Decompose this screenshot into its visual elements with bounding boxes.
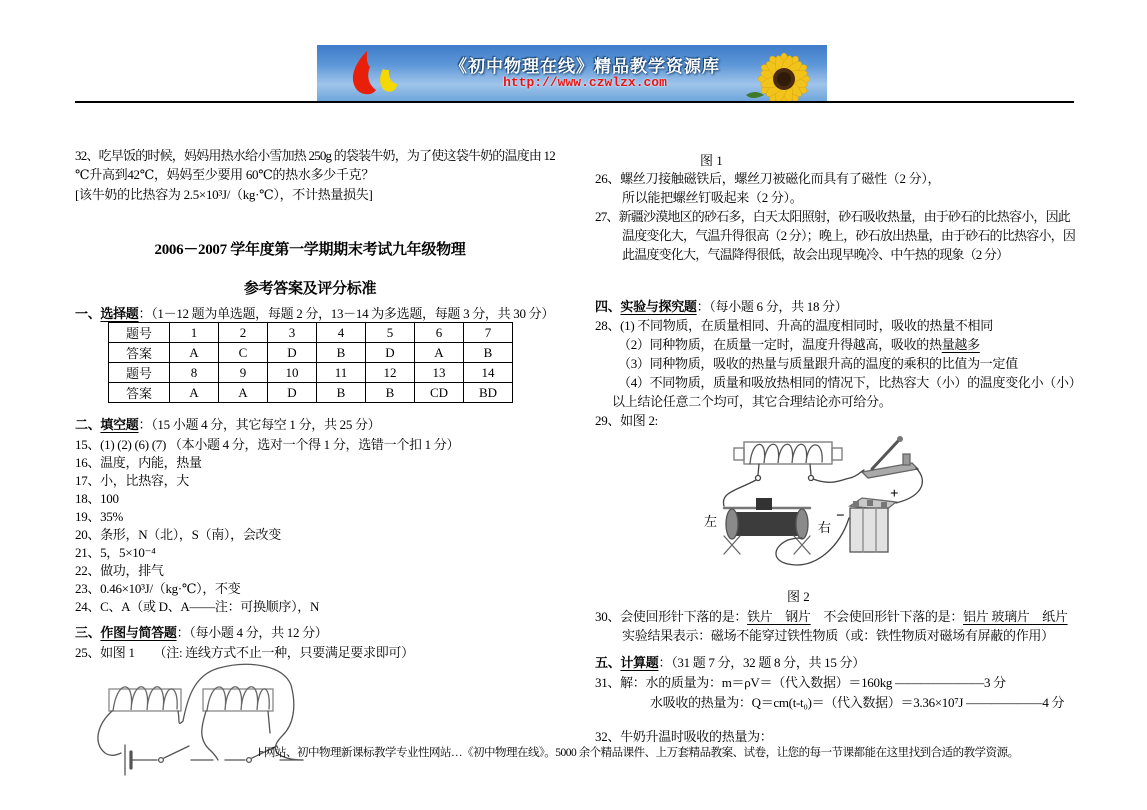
section-2-desc: ：（15 小题 4 分，其它每空 1 分，共 25 分） bbox=[138, 417, 381, 432]
battery-pack bbox=[850, 498, 896, 552]
coil-left bbox=[109, 687, 181, 711]
answer-item-31-line2: 水吸收的热量为：Q＝cm(t-t₀)＝（代入数据）＝3.36×10⁷J ——————4 分 bbox=[650, 695, 1065, 710]
answer-item-30-line2: 实验结果表示：磁场不能穿过铁性物质（或：铁性物质对磁场有屏蔽的作用） bbox=[622, 628, 1054, 643]
wire bbox=[98, 711, 121, 755]
solenoid-coil bbox=[734, 442, 842, 481]
rheostat-left-label: 左 bbox=[704, 514, 718, 529]
rheostat bbox=[724, 498, 810, 554]
page-title: 2006－2007 学年度第一学期期末考试九年级物理 bbox=[154, 242, 466, 258]
knife-switch bbox=[862, 436, 918, 478]
question-32-line3: [该牛奶的比热容为 2.5×10³J/（kg·℃），不计热量损失] bbox=[75, 187, 373, 202]
item-30-prefix: 30、会使回形针下落的是： bbox=[595, 609, 748, 624]
coil-right bbox=[203, 687, 273, 711]
item-28-line2-underlined: 量越多 bbox=[941, 337, 980, 352]
site-logo-flame-icon bbox=[339, 45, 409, 101]
section-1-desc: ：（1－12 题为单选题，每题 2 分，13－14 为多选题，每题 3 分，共 30 分） bbox=[138, 306, 555, 321]
section-1-name: 选择题 bbox=[100, 306, 139, 321]
section-3-number: 三、 bbox=[75, 625, 101, 640]
section-5-desc: ：（31 题 7 分，32 题 8 分，共 15 分） bbox=[658, 655, 865, 670]
section-3-desc: ：（每小题 4 分，共 12 分） bbox=[176, 625, 328, 640]
section-4-desc: ：（每小题 6 分，共 18 分） bbox=[696, 299, 848, 314]
item-30-answer-2: 铝片 玻璃片 纸片 bbox=[963, 609, 1068, 624]
switch-1 bbox=[159, 746, 213, 762]
answer-item-32: 32、牛奶升温时吸收的热量为： bbox=[595, 729, 773, 744]
question-32-line2: ℃升高到42℃，妈妈至少要用 60℃的热水多少千克？ bbox=[75, 167, 375, 182]
table-row: 答案 A A D B B CD BD bbox=[109, 383, 513, 403]
section-3-name: 作图与简答题 bbox=[100, 625, 177, 640]
wire bbox=[268, 711, 270, 733]
item-30-answer-1: 铁片 钢片 bbox=[747, 609, 811, 624]
section-2-name: 填空题 bbox=[100, 417, 139, 432]
answer-item-25: 25、如图 1 （注: 连线方式不止一种，只要满足要求即可） bbox=[75, 645, 414, 660]
answer-item-28-line2 bbox=[618, 334, 980, 353]
site-banner bbox=[317, 45, 827, 101]
section-4-header bbox=[595, 296, 848, 315]
section-5-header bbox=[595, 652, 865, 671]
answer-item-22: 22、做功，排气 bbox=[75, 563, 164, 578]
answer-item-27-line2: 温度变化大，气温升得很高（2 分）；晚上，砂石放出热量，由于砂石的比热容小，因 bbox=[622, 228, 1076, 243]
wire bbox=[896, 468, 922, 503]
page-subtitle: 参考答案及评分标准 bbox=[243, 281, 377, 297]
answer-item-20: 20、条形，N（北），S（南），会改变 bbox=[75, 527, 281, 542]
answers-table bbox=[108, 322, 513, 403]
answer-item-28-line4: （4）不同物质，质量和吸放热相同的情况下，比热容大（小）的温度变化小（小） bbox=[618, 375, 1082, 390]
battery-minus-label: − bbox=[836, 508, 845, 524]
answer-item-30-line1 bbox=[595, 606, 1068, 625]
section-1-number: 一、 bbox=[75, 306, 101, 321]
answer-item-27-line1: 27、新疆沙漠地区的砂石多，白天太阳照射，砂石吸收热量，由于砂石的比热容小，因此 bbox=[595, 209, 1071, 224]
section-2-header bbox=[75, 414, 380, 433]
wire bbox=[813, 470, 864, 482]
answer-item-29: 29、如图 2: bbox=[595, 413, 658, 428]
table-row: 题号 1 2 3 4 5 6 7 bbox=[109, 323, 513, 343]
battery-symbol bbox=[125, 745, 131, 775]
answer-item-26-line1: 26、螺丝刀接触磁铁后，螺丝刀被磁化而具有了磁性（2 分）， bbox=[595, 171, 941, 186]
answer-item-18: 18、100 bbox=[75, 491, 119, 506]
figure-2-circuit-drawing bbox=[690, 428, 1025, 588]
figure-2-caption: 图 2 bbox=[787, 589, 810, 604]
section-1-header bbox=[75, 303, 554, 322]
section-2-number: 二、 bbox=[75, 417, 101, 432]
answer-item-28-line5: 以上结论任意二个均可，其它合理结论亦可给分。 bbox=[612, 394, 892, 409]
banner-title: 《初中物理在线》精品教学资源库 bbox=[450, 57, 720, 76]
banner-url: http://www.czwlzx.com bbox=[503, 75, 667, 90]
answer-item-21: 21、5，5×10⁻⁴ bbox=[75, 545, 156, 560]
section-4-name: 实验与探究题 bbox=[620, 299, 697, 314]
answer-item-28-line3: （3）同种物质，吸收的热量与质量跟升高的温度的乘积的比值为一定值 bbox=[618, 356, 1018, 371]
answer-item-27-line3: 此温度变化大，气温降得很低，故会出现早晚冷、中午热的现象（2 分） bbox=[622, 247, 1009, 262]
answer-item-16: 16、温度，内能，热量 bbox=[75, 455, 202, 470]
answer-item-19: 19、35% bbox=[75, 509, 124, 524]
rheostat-right-label: 右 bbox=[818, 520, 832, 535]
table-cell: 题号 bbox=[109, 323, 170, 343]
section-5-name: 计算题 bbox=[620, 655, 659, 670]
table-row: 答案 A C D B D A B bbox=[109, 343, 513, 363]
wire bbox=[202, 711, 218, 760]
header-divider bbox=[75, 101, 1074, 103]
answer-item-31-line1: 31、解：水的质量为：m＝ρV＝（代入数据）＝160kg ———————3 分 bbox=[595, 675, 1006, 690]
sunflower-photo-icon bbox=[742, 45, 827, 101]
table-row: 题号 8 9 10 11 12 13 14 bbox=[109, 363, 513, 383]
answer-item-26-line2: 所以能把螺丝钉吸起来（2 分）。 bbox=[622, 190, 803, 205]
item-30-middle: 不会使回形针下落的是： bbox=[810, 609, 964, 624]
answer-item-28-line1: 28、(1) 不同物质，在质量相同、升高的温度相同时，吸收的热量不相同 bbox=[595, 318, 993, 333]
footer-promo-text: ⊦网站、初中物理新课标教学专业性网站…《初中物理在线》。5000 余个精品课件、上万套精品教案、试卷，让您的每一节课都能在这里找到合适的教学资源。 bbox=[258, 747, 1019, 759]
battery-plus-label: + bbox=[890, 486, 899, 502]
question-32-line1: 32、吃早饭的时候，妈妈用热水给小雪加热 250g 的袋装牛奶，为了使这袋牛奶的温度由 12 bbox=[75, 148, 555, 163]
answer-item-17: 17、小，比热容，大 bbox=[75, 473, 190, 488]
item-28-line2-text: （2）同种物质，在质量一定时，温度升得越高，吸收的热 bbox=[618, 337, 942, 352]
figure-1-circuit-drawing bbox=[85, 663, 395, 798]
answer-item-15: 15、(1) (2) (6) (7) （本小题 4 分，选对一个得 1 分，选错一个扣 1 分） bbox=[75, 437, 460, 452]
answer-item-23: 23、0.46×10³J/（kg·℃），不变 bbox=[75, 581, 241, 596]
section-3-header bbox=[75, 622, 328, 641]
section-5-number: 五、 bbox=[595, 655, 621, 670]
wire bbox=[723, 480, 756, 506]
answer-item-24: 24、C、A（或 D、A——注：可换顺序），N bbox=[75, 599, 320, 614]
figure-1-caption: 图 1 bbox=[700, 153, 723, 168]
section-4-number: 四、 bbox=[595, 299, 621, 314]
